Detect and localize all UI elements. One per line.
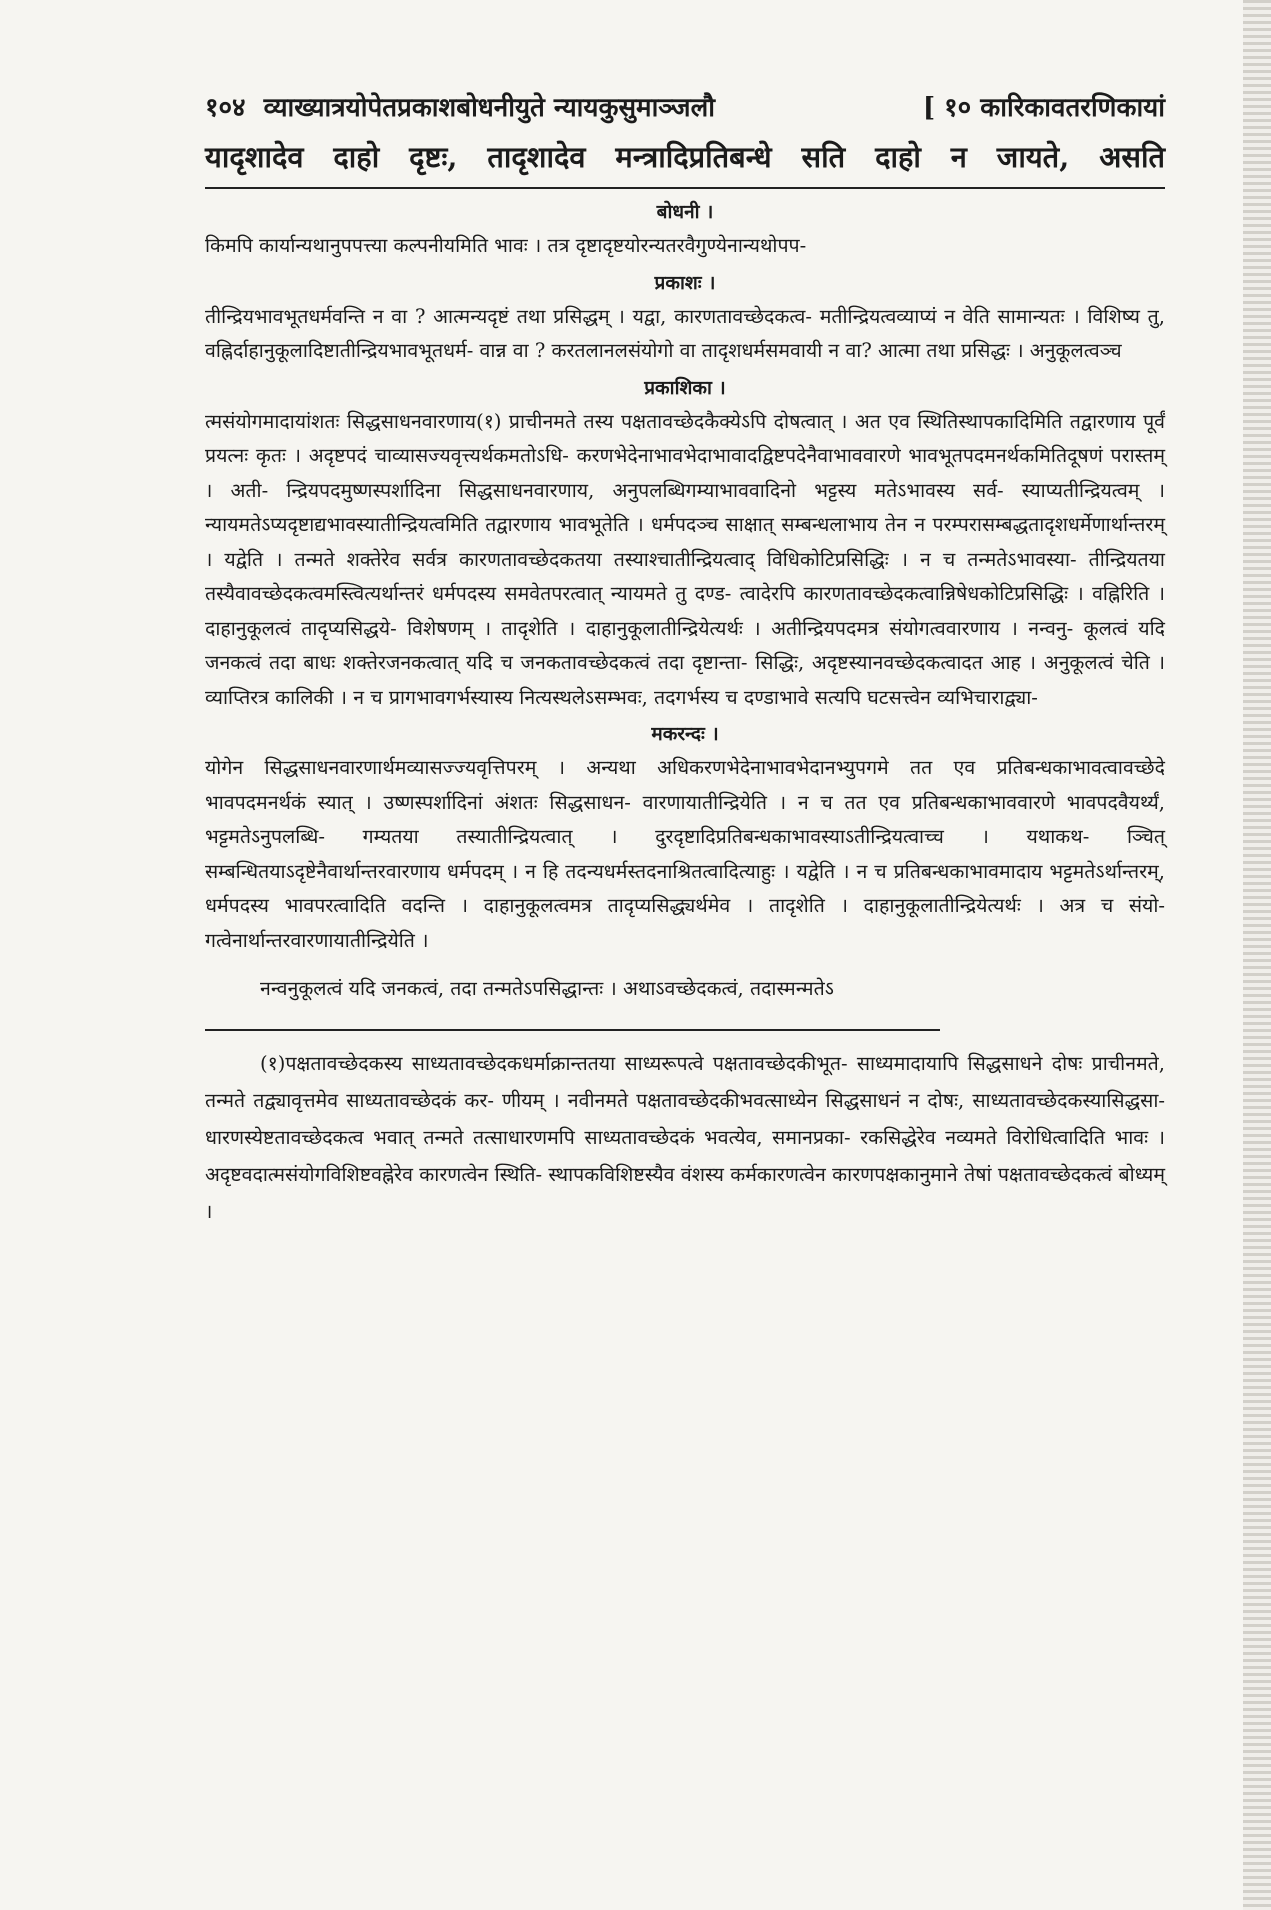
commentary-label-prakasha: प्रकाशः । [654,271,716,294]
book-title: व्याख्यात्रयोपेतप्रकाशबोधनीयुते न्यायकुसुमाञ्जलौ [263,93,715,123]
footnote: (१)पक्षतावच्छेदकस्य साध्यतावच्छेदकधर्माक्रान्ततया साध्यरूपत्वे पक्षतावच्छेदकीभूत- साध्यमादायापि सिद्धसाधने दोषः प्राचीनमते, तन्मते तद्व्यावृत्तमेव साध्यतावच्छेदकं कर- णीयम् । नवीनमते पक्षतावच्छेदकीभवत्साध्येन सिद्धसाधनं न दोषः, साध्यतावच्छेदकस्यासिद्धसा- धारणस्येष्टतावच्छेदकत्व भवात् तन्मते तत्साधारणमपि साध्यतावच्छेदकं भवत्येव, समानप्रका- रकसिद्धेरेव नव्यमते विरोधित्वादिति भावः । अदृष्टवदात्मसंयोगविशिष्टवह्नेरेव कारणत्वेन स्थिति- स्थापकविशिष्टस्यैव वंशस्य कर्मकारणत्वेन कारणपक्षकानुमाने तेषां पक्षतावच्छेदकत्वं बोध्यम् । [205,1051,1165,1223]
commentary-label-prakashika: प्रकाशिका । [644,376,726,399]
commentary-text-prakashika: त्मसंयोगमादायांशतः सिद्धसाधनवारणाय(१) प्राचीनमते तस्य पक्षतावच्छेदकैक्येऽपि दोषत्वात् । अत एव स्थितिस्थापकादिमिति तद्वारणाय पूर्वं प्रयत्नः कृतः । अदृष्टपदं चाव्यासज्यवृत्त्यर्थकमतोऽधि- करणभेदेनाभावभेदाभावादद्विष्टपदेनैवाभाववारणे भावभूतपदमनर्थकमितिदूषणं परास्तम् । अती- न्द्रियपदमुष्णस्पर्शादिना सिद्धसाधनवारणाय, अनुपलब्धिगम्याभाववादिनो भट्टस्य मतेऽभावस्य सर्व- स्याप्यतीन्द्रियत्वम् । न्यायमतेऽप्यदृष्टाद्यभावस्यातीन्द्रियत्वमिति तद्वारणाय भावभूतेति । धर्मपदञ्च साक्षात् सम्बन्धलाभाय तेन न परम्परासम्बद्धतादृशधर्मेणार्थान्तरम् । यद्वेति । तन्मते शक्तेरेव सर्वत्र कारणतावच्छेदकतया तस्याश्चातीन्द्रियत्वाद् विधिकोटिप्रसिद्धिः । न च तन्मतेऽभावस्या- तीन्द्रियतया तस्यैवावच्छेदकत्वमस्त्वित्यर्थान्तरं धर्मपदस्य समवेतपरत्वात् न्यायमते तु दण्ड- त्वादेरपि कारणतावच्छेदकत्वान्निषेधकोटिप्रसिद्धिः । वह्निरिति । दाहानुकूलत्वं तादृप्यसिद्धये- विशेषणम् । तादृशेति । दाहानुकूलातीन्द्रियेत्यर्थः । अतीन्द्रियपदमत्र संयोगत्ववारणाय । नन्वनु- कूलत्वं यदि जनकत्वं तदा बाधः शक्तेरजनकत्वात् यदि च जनकतावच्छेदकत्वं तदा दृष्टान्ता- सिद्धिः, अदृष्टस्यानवच्छेदकत्वादत आह । अनुकूलत्वं चेति । व्याप्तिरत्र कालिकी । न च प्रागभावगर्भस्यास्य नित्यस्थलेऽसम्भवः, तदगर्भस्य च दण्डाभावे सत्यपि घटसत्त्वेन व्यभिचाराद्व्या- [205,409,1165,709]
commentary-text-makaranda: योगेन सिद्धसाधनवारणार्थमव्यासज्ज्यवृत्तिपरम् । अन्यथा अधिकरणभेदेनाभावभेदानभ्युपगमे तत एव प्रतिबन्धकाभावत्वावच्छेदे भावपदमनर्थकं स्यात् । उष्णस्पर्शादिनां अंशतः सिद्धसाधन- वारणायातीन्द्रियेति । न च तत एव प्रतिबन्धकाभाववारणे भावपदवैयर्थ्यं, भट्टमतेऽनुपलब्धि- गम्यतया तस्यातीन्द्रियत्वात् । दुरदृष्टादिप्रतिबन्धकाभावस्याऽतीन्द्रियत्वाच्च । यथाकथ- ञ्चित् सम्बन्धितयाऽदृष्टेनैवार्थान्तरवारणाय धर्मपदम् । न हि तदन्यधर्मस्तदनाश्रितत्वादित्याहुः । यद्वेति । न च प्रतिबन्धकाभावमादाय भट्टमतेऽर्थान्तरम्, धर्मपदस्य भावपरत्वादिति वदन्ति । दाहानुकूलत्वमत्र तादृप्यसिद्ध्यर्थमेव । तादृशेति । दाहानुकूलातीन्द्रियेत्यर्थः । अत्र च संयो- गत्वेनार्थान्तरवारणायातीन्द्रियेति । [205,756,1165,952]
page-edge-scan-mark [1243,0,1271,1910]
section-reference: [ १० कारिकावतरणिकायां [922,93,1165,123]
footnote-rule [205,1029,940,1031]
header-rule [205,187,1165,189]
mula-text-line: यादृशादेव दाहो दृष्टः, तादृशादेव मन्त्रादिप्रतिबन्धे सति दाहो न जायते, असति [205,140,1165,174]
page-number: १०४ [205,93,246,123]
commentary-label-bodhani: बोधनी । [656,201,714,223]
continuation-paragraph: नन्वनुकूलत्वं यदि जनकत्वं, तदा तन्मतेऽपसिद्धान्तः । अथाऽवच्छेदकत्वं, तदास्मन्मतेऽ [260,977,834,1000]
running-head [205,85,1165,131]
commentary-label-makaranda: मकरन्दः । [651,723,719,745]
book-page [205,85,1165,1230]
commentary-text-prakasha: तीन्द्रियभावभूतधर्मवन्ति न वा ? आत्मन्यदृष्टं तथा प्रसिद्धम् । यद्वा, कारणतावच्छेदकत्व- मतीन्द्रियत्वव्याप्यं न वेति सामान्यतः । विशिष्य तु, वह्निर्दाहानुकूलादिष्टातीन्द्रियभावभूतधर्म- वान्न वा ? करतलानलसंयोगो वा तादृशधर्मसमवायी न वा? आत्मा तथा प्रसिद्धः । अनुकूलत्वञ्च [205,304,1165,362]
commentary-text-bodhani: किमपि कार्यान्यथानुपपत्त्या कल्पनीयमिति भावः । तत्र दृष्टादृष्टयोरन्यतरवैगुण्येनान्यथोपप- [205,234,807,257]
